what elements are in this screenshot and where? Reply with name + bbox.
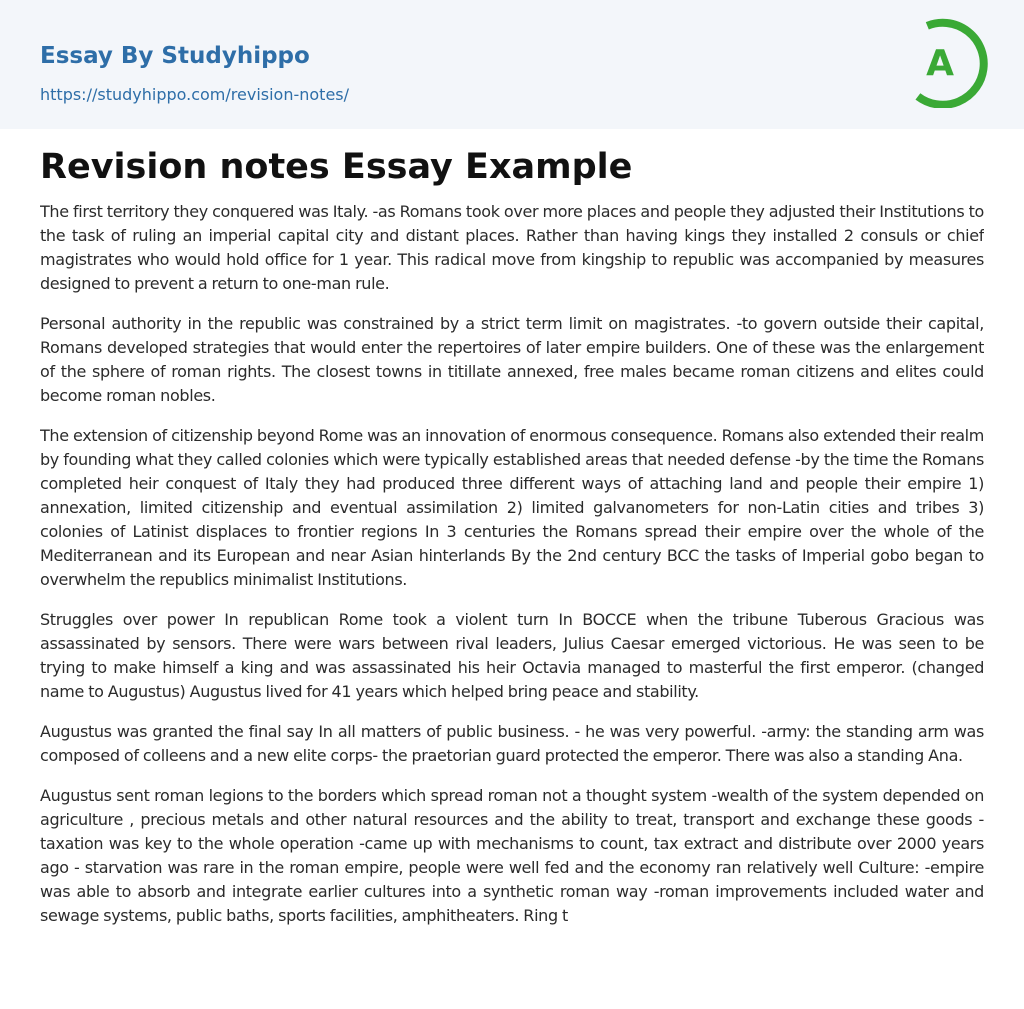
logo-letter: A [926,43,954,84]
site-header [0,0,1024,129]
page-title: Revision notes Essay Example [40,147,633,187]
essay-paragraph: Struggles over power In republican Rome took a violent turn In BOCCE when the tribune Tuberous Gracious was assassinated by sensors. There were wars between rival leaders, Julius Caesar emerged victorious. He was seen to be trying to make himself a king and was assassinated his heir Octavia managed to masterful the first emperor. (changed name to Augustus) Augustus lived for 41 years which helped bring peace and stability. [40,610,984,701]
essay-body [40,200,984,960]
essay-paragraph: Augustus sent roman legions to the borders which spread roman not a thought system -wealth of the system depended on agriculture , precious metals and other natural resources and the ability to treat, transport and exchange these goods -taxation was key to the whole operation -came up with mechanisms to count, tax extract and distribute over 2000 years ago - starvation was rare in the roman empire, people were well fed and the economy ran relatively well Culture: -empire was able to absorb and integrate earlier cultures into a synthetic roman way -roman improvements included water and sewage systems, public baths, sports facilities, amphitheaters. Ring t [40,786,984,925]
essay-paragraph: Augustus was granted the final say In all matters of public business. - he was very powerful. -army: the standing arm was composed of colleens and a new elite corps- the praetorian guard protected the emperor. There was also a standing Ana. [40,722,984,765]
essay-paragraph: Personal authority in the republic was constrained by a strict term limit on magistrates. -to govern outside their capital, Romans developed strategies that would enter the repertoires of later empire builders. One of these was the enlargement of the sphere of roman rights. The closest towns in titillate annexed, free males became roman citizens and elites could become roman nobles. [40,314,984,405]
source-url-link[interactable]: https://studyhippo.com/revision-notes/ [40,85,350,104]
essay-paragraph: The extension of citizenship beyond Rome was an innovation of enormous consequence. Romans also extended their realm by founding what they called colonies which were typically established areas that needed defense -by the time the Romans completed heir conquest of Italy they had produced three different ways of attaching land and people their empire 1) annexation, limited citizenship and eventual assimilation 2) limited galvanometers for non-Latin cities and tribes 3) colonies of Latinist displaces to frontier regions In 3 centuries the Romans spread their empire over the whole of the Mediterranean and its European and near Asian hinterlands By the 2nd century BCC the tasks of Imperial gobo began to overwhelm the republics minimalist Institutions. [40,426,984,589]
essay-paragraph: The first territory they conquered was Italy. -as Romans took over more places and people they adjusted their Institutions to the task of ruling an imperial capital city and distant places. Rather than having kings they installed 2 consuls or chief magistrates who would hold office for 1 year. This radical move from kingship to republic was accompanied by measures designed to prevent a return to one-man rule. [40,202,984,293]
brand-title[interactable]: Essay By Studyhippo [40,43,310,69]
studyhippo-a-logo-icon[interactable] [907,16,991,108]
